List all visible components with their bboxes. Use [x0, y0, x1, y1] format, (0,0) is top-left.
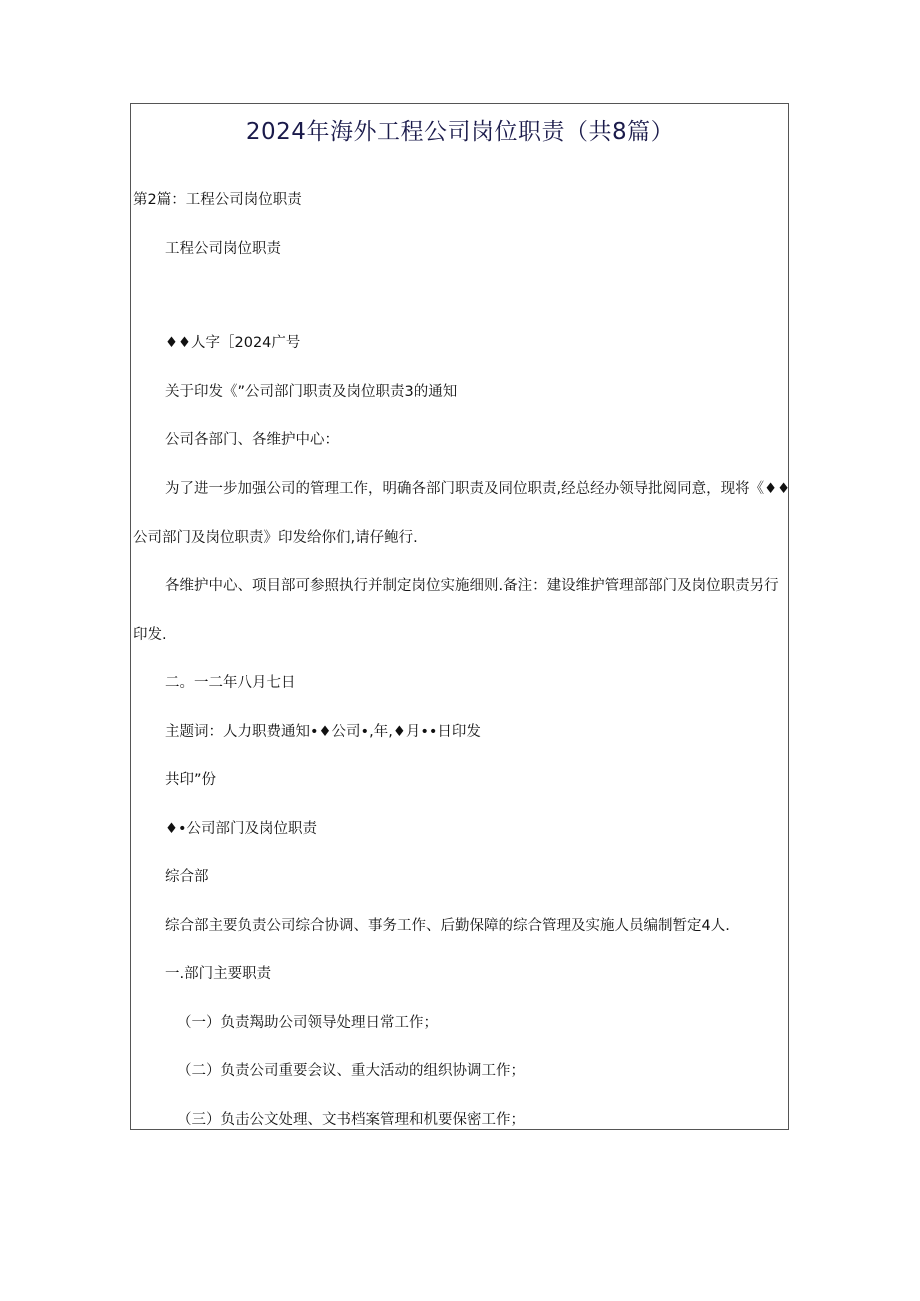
paragraph-line: 主题词：人力职费通知•♦公司•,年,♦月••日印发	[165, 724, 481, 740]
section-heading: 第2篇：工程公司岗位职责	[133, 192, 302, 208]
paragraph-line: （三）负击公文处理、文书档案管理和机要保密工作；	[177, 1112, 525, 1128]
paragraph-line: 二。一二年八月七日	[165, 675, 296, 691]
paragraph-line: 印发.	[133, 627, 167, 643]
paragraph-line: 综合部	[165, 869, 209, 885]
paragraph-line: （一）负责羯助公司领导处理日常工作；	[177, 1015, 438, 1031]
paragraph-line: 一.部门主要职责	[165, 966, 272, 982]
paragraph-line: 综合部主要负责公司综合协调、事务工作、后勤保障的综合管理及实施人员编制暂定4人.	[165, 918, 730, 934]
paragraph-line: 工程公司岗位职责	[165, 241, 281, 257]
document-title: 2024年海外工程公司岗位职责（共8篇）	[245, 119, 675, 145]
paragraph-line: 为了进一步加强公司的管理工作，明确各部门职责及同位职责,经总经办领导批阅同意，现将《♦♦	[165, 481, 791, 497]
paragraph-line: 关于印发《”公司部门职责及岗位职责3的通知	[165, 384, 458, 400]
paragraph-line: 各维护中心、项目部可参照执行并制定岗位实施细则.备注：建设维护管理部部门及岗位职责另行	[165, 578, 779, 594]
paragraph-line: 公司各部门、各维护中心：	[165, 432, 339, 448]
paragraph-line: ♦♦人字［2024广号	[165, 335, 301, 351]
paragraph-line: 公司部门及岗位职责》印发给你们,请仔鲍行.	[133, 530, 418, 546]
paragraph-line: 共印”份	[165, 772, 217, 788]
paragraph-line: ♦•公司部门及岗位职责	[165, 821, 318, 837]
paragraph-line: （二）负责公司重要会议、重大活动的组织协调工作；	[177, 1063, 525, 1079]
